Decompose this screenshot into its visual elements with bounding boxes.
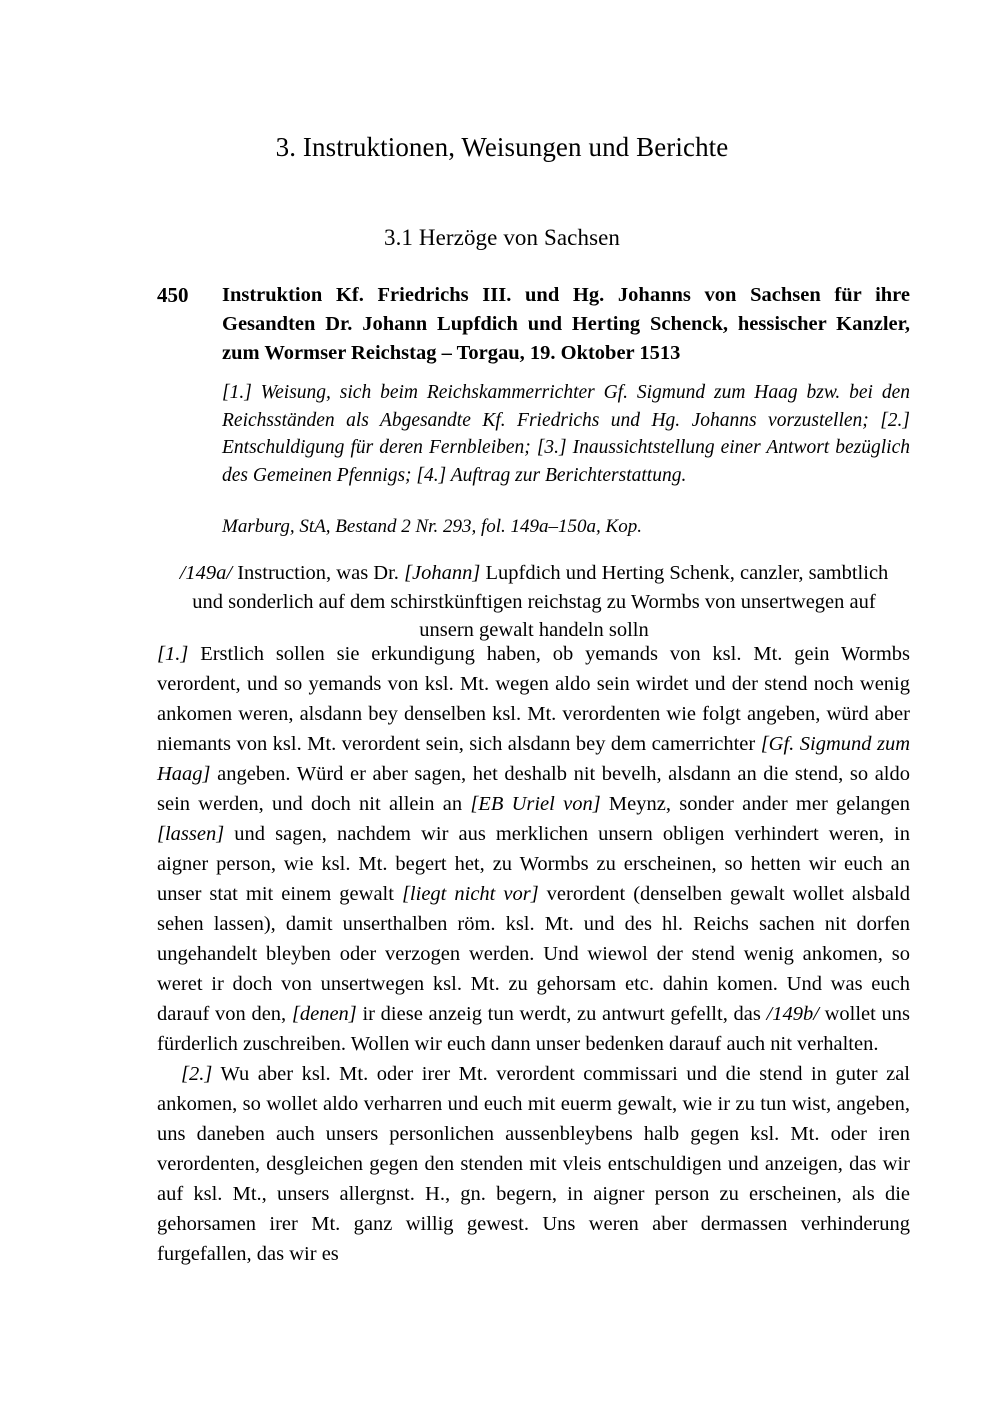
entry-header bbox=[157, 281, 910, 368]
editorial-insert-lassen: [lassen] bbox=[157, 823, 225, 845]
entry-number: 450 bbox=[157, 283, 189, 307]
entry-title: Instruktion Kf. Friedrichs III. und Hg. Johanns von Sachsen für ihre Gesandten Dr. Johann Lupfdich und Herting Schenck, hessischer Kanzler, zum Wormser Reichstag – Torgau, 19. Oktober 1513 bbox=[222, 284, 910, 364]
body-p1-seg4: und sagen, nachdem wir aus merklichen unsern obligen verhindert weren, in aigner person, wie ksl. Mt. begert het, zu Wormbs zu erscheinen, so hetten wir euch an unser stat mit einem gewalt bbox=[157, 823, 910, 905]
editorial-insert-johann: [Johann] bbox=[404, 562, 481, 584]
paragraph-marker-2: [2.] bbox=[181, 1063, 213, 1085]
body-paragraph-2 bbox=[157, 1059, 910, 1269]
folio-marker-149b: /149b/ bbox=[766, 1003, 819, 1025]
entry-source-citation: Marburg, StA, Bestand 2 Nr. 293, fol. 149a–150a, Kop. bbox=[222, 516, 642, 537]
editorial-insert-eb-uriel-von: [EB Uriel von] bbox=[470, 793, 601, 815]
section-heading: 3.1 Herzöge von Sachsen bbox=[383, 225, 621, 251]
body-p1-seg1: Erstlich sollen sie erkundigung haben, ob yemands von ksl. Mt. gein Wormbs verordent, und so yemands von ksl. Mt. wegen aldo sein wirdet und der stend noch wenig ankomen weren, alsdann bey denselben ksl. Mt. verordenten wie folgt angeben, würd aber niemants von ksl. Mt. verordent sein, sich alsdann bey dem camerrichter bbox=[157, 643, 910, 755]
folio-marker-149a: /149a/ bbox=[179, 562, 233, 584]
body-p1-seg7: wollet uns fürderlich zuschreiben. Wollen wir euch dann unser bedenken darauf auch nit verhalten. bbox=[157, 1003, 911, 1055]
body-p1-seg2: angeben. Würd er aber sagen, het deshalb nit bevelh, alsdann an die stend, so aldo sein werden, und doch nit allein an bbox=[157, 763, 910, 815]
body-p1-seg3: Meynz, sonder ander mer gelangen bbox=[600, 793, 911, 815]
editorial-insert-denen: [denen] bbox=[291, 1003, 357, 1025]
editorial-insert-liegt-nicht-vor: [liegt nicht vor] bbox=[401, 883, 539, 905]
chapter-heading: 3. Instruktionen, Weisungen und Berichte bbox=[275, 132, 729, 163]
body-p1-seg6: ir diese anzeig tun werdt, zu antwurt gefellt, das bbox=[356, 1003, 767, 1025]
incipit-text-before: Instruction, was Dr. bbox=[232, 562, 405, 584]
editorial-insert-sigmund-zum-haag: [Gf. Sigmund zum Haag] bbox=[157, 733, 911, 785]
body-paragraph-1 bbox=[157, 639, 910, 1059]
entry-regest: [1.] Weisung, sich beim Reichskammerrichter Gf. Sigmund zum Haag bzw. bei den Reichsständen als Abgesandte Kf. Friedrichs und Hg. Johanns vorzustellen; [2.] Entschuldigung für deren Fernbleiben; [3.] Inaussichtstellung einer Antwort bezüglich des Gemeinen Pfennigs; [4.] Auftrag zur Berichterstattung. bbox=[222, 382, 910, 486]
incipit-block bbox=[164, 559, 904, 645]
paragraph-marker-1: [1.] bbox=[157, 643, 189, 665]
document-body bbox=[157, 639, 910, 1269]
body-p1-seg5: verordent (denselben gewalt wollet alsbald sehen lassen), damit unserthalben röm. ksl. Mt. und des hl. Reichs sachen nit dorfen ungehandelt bleyben oder verzogen werden. Und wiewol der stend wenig ankomen, so weret ir doch von unsertwegen ksl. Mt. zu gehorsam etc. dahin komen. Und was euch darauf von den, bbox=[157, 883, 910, 1025]
body-p2-seg1: Wu aber ksl. Mt. oder irer Mt. verordent commissari und die stend in guter zal ankomen, so wollet aldo verharren und euch mit euerm gewalt, wie ir zu tun wist, angeben, uns daneben auch unsers personlichen aussenbleybens halb gegen ksl. Mt. oder iren verordenten, desgleichen gegen den stenden mit vleis entschuldigen und anzeigen, das wir auf ksl. Mt., unsers allergnst. H., gn. begern, in aigner person zu erscheinen, als die gehorsamen irer Mt. ganz willig gewest. Uns weren aber dermassen verhinderung furgefallen, das wir es bbox=[157, 1063, 910, 1265]
incipit-text-after: Lupfdich und Herting Schenk, canzler, sambtlich und sonderlich auf dem schirstkünftigen reichstag zu Wormbs von unsertwegen auf unsern gewalt handeln solln bbox=[192, 562, 889, 641]
